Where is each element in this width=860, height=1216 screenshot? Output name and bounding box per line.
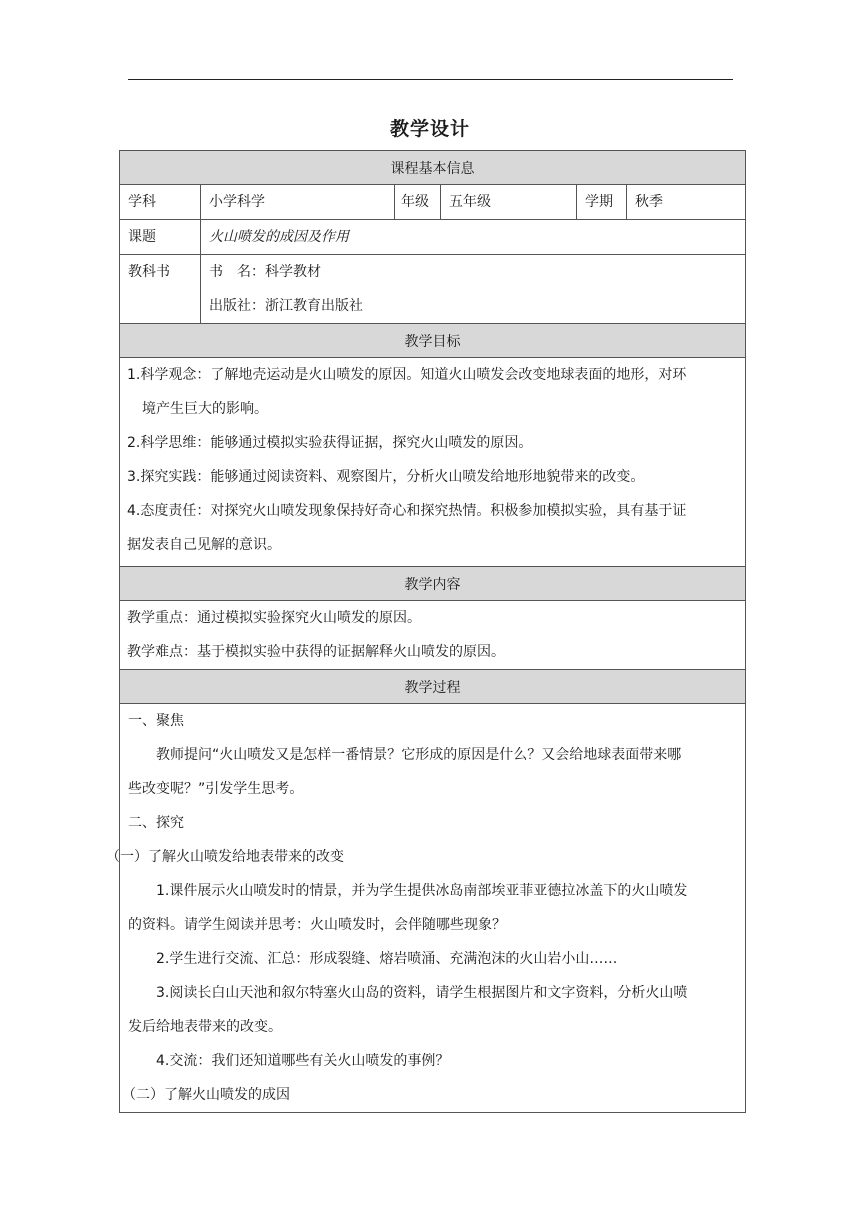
basic-info-heading: 课程基本信息 — [120, 151, 746, 185]
subject-value: 小学科学 — [209, 194, 265, 210]
process-line: 些改变呢？”引发学生思考。 — [128, 781, 304, 797]
process-heading: 教学过程 — [120, 670, 746, 704]
process-line: 的资料。请学生阅读并思考：火山喷发时，会伴随哪些现象？ — [128, 917, 506, 933]
goals-heading: 教学目标 — [120, 324, 746, 358]
textbook-label: 教科书 — [128, 264, 170, 280]
content-header-row — [120, 567, 746, 601]
goal-item: 境产生巨大的影响。 — [142, 401, 268, 417]
process-header-row — [120, 670, 746, 704]
topic-row — [120, 220, 746, 255]
process-line: （一）了解火山喷发给地表带来的改变 — [106, 849, 344, 865]
page-title: 教学设计 — [389, 118, 470, 140]
process-line: 教师提问“火山喷发又是怎样一番情景？它形成的原因是什么？又会给地球表面带来哪 — [156, 747, 682, 763]
basic-info-header-row — [120, 151, 746, 185]
publisher: 出版社：浙江教育出版社 — [209, 298, 363, 314]
process-line: 3.阅读长白山天池和叙尔特塞火山岛的资料，请学生根据图片和文字资料，分析火山喷 — [156, 985, 688, 1001]
process-line: 一、聚焦 — [128, 713, 184, 729]
header-rule — [128, 79, 733, 80]
subject-label: 学科 — [128, 194, 156, 210]
process-line: 二、探究 — [128, 815, 184, 831]
key-point: 教学重点：通过模拟实验探究火山喷发的原因。 — [127, 610, 421, 626]
content-row — [120, 601, 746, 670]
content-heading: 教学内容 — [120, 567, 746, 601]
process-line: 发后给地表带来的改变。 — [128, 1019, 282, 1035]
term-label: 学期 — [585, 194, 613, 210]
lesson-plan-table — [106, 150, 746, 1113]
goal-item: 4.态度责任：对探究火山喷发现象保持好奇心和探究热情。积极参加模拟实验，具有基于证 — [127, 503, 687, 519]
textbook-row — [120, 255, 746, 324]
process-row — [120, 704, 746, 1113]
grade-value: 五年级 — [449, 194, 491, 210]
goal-item: 2.科学思维：能够通过模拟实验获得证据，探究火山喷发的原因。 — [127, 435, 533, 451]
process-line: 2.学生进行交流、汇总：形成裂缝、熔岩喷涌、充满泡沫的火山岩小山…… — [156, 951, 618, 967]
subject-row — [120, 185, 746, 220]
goal-item: 1.科学观念：了解地壳运动是火山喷发的原因。知道火山喷发会改变地球表面的地形，对环 — [127, 367, 687, 383]
process-line: 4.交流：我们还知道哪些有关火山喷发的事例？ — [156, 1053, 450, 1069]
book-name: 书 名：科学教材 — [209, 264, 321, 280]
topic-label: 课题 — [128, 229, 156, 245]
goals-header-row — [120, 324, 746, 358]
goal-item: 3.探究实践：能够通过阅读资料、观察图片，分析火山喷发给地形地貌带来的改变。 — [127, 469, 645, 485]
goal-item: 据发表自己见解的意识。 — [127, 537, 281, 553]
term-value: 秋季 — [635, 194, 663, 210]
difficult-point: 教学难点：基于模拟实验中获得的证据解释火山喷发的原因。 — [127, 644, 505, 660]
process-line: （二）了解火山喷发的成因 — [122, 1087, 290, 1103]
topic-value: 火山喷发的成因及作用 — [209, 229, 349, 245]
process-line: 1.课件展示火山喷发时的情景，并为学生提供冰岛南部埃亚菲亚德拉冰盖下的火山喷发 — [156, 883, 688, 899]
grade-label: 年级 — [401, 194, 429, 210]
goals-row — [120, 358, 746, 567]
